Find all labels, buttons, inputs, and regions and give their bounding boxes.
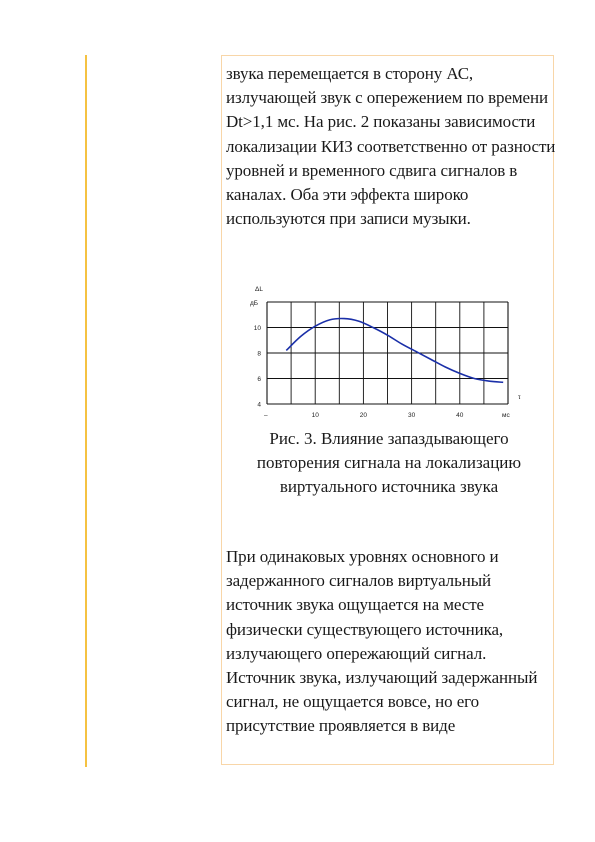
x-axis-unit: мс	[502, 412, 510, 419]
body-paragraph-1: звука перемещается в сторону АС, излучающей звук с опережением по времени Dt>1,1 мс. На рис. 2 показаны зависимости локализации КИЗ соответственно от разности уровней и временного сдвига сигналов в каналах. Оба эти эффекта широко используются при записи музыки.	[226, 64, 556, 229]
y-tick-label: 6	[257, 376, 261, 383]
y-axis-label: ΔL	[255, 286, 263, 293]
x-axis-label: τ	[518, 394, 521, 401]
left-margin-rule	[85, 55, 87, 767]
localization-chart	[240, 282, 530, 422]
x-tick-label: 20	[359, 412, 368, 419]
y-tick-label: 10	[253, 325, 261, 332]
body-paragraph-2: При одинаковых уровнях основного и задержанного сигналов виртуальный источник звука ощущается на месте физически существующего источника, излучающего опережающий сигнал. Источник звука, излучающий задержанный сигнал, не ощущается вовсе, но его присутствие проявляется в виде	[226, 547, 538, 736]
chart-grid	[267, 302, 508, 404]
x-tick-label: 30	[407, 412, 416, 419]
y-tick-label: 4	[257, 401, 261, 409]
x-tick-label: 10	[311, 412, 319, 419]
y-tick-label: 8	[257, 350, 261, 358]
figure-caption: Рис. 3. Влияние запаздывающего повторения сигнала на локализацию виртуального источника звука	[256, 429, 522, 497]
y-axis-unit: дБ	[250, 300, 259, 307]
x-tick-label: 40	[456, 412, 464, 419]
x-origin-label: –	[264, 412, 268, 419]
localization-curve	[286, 319, 503, 383]
